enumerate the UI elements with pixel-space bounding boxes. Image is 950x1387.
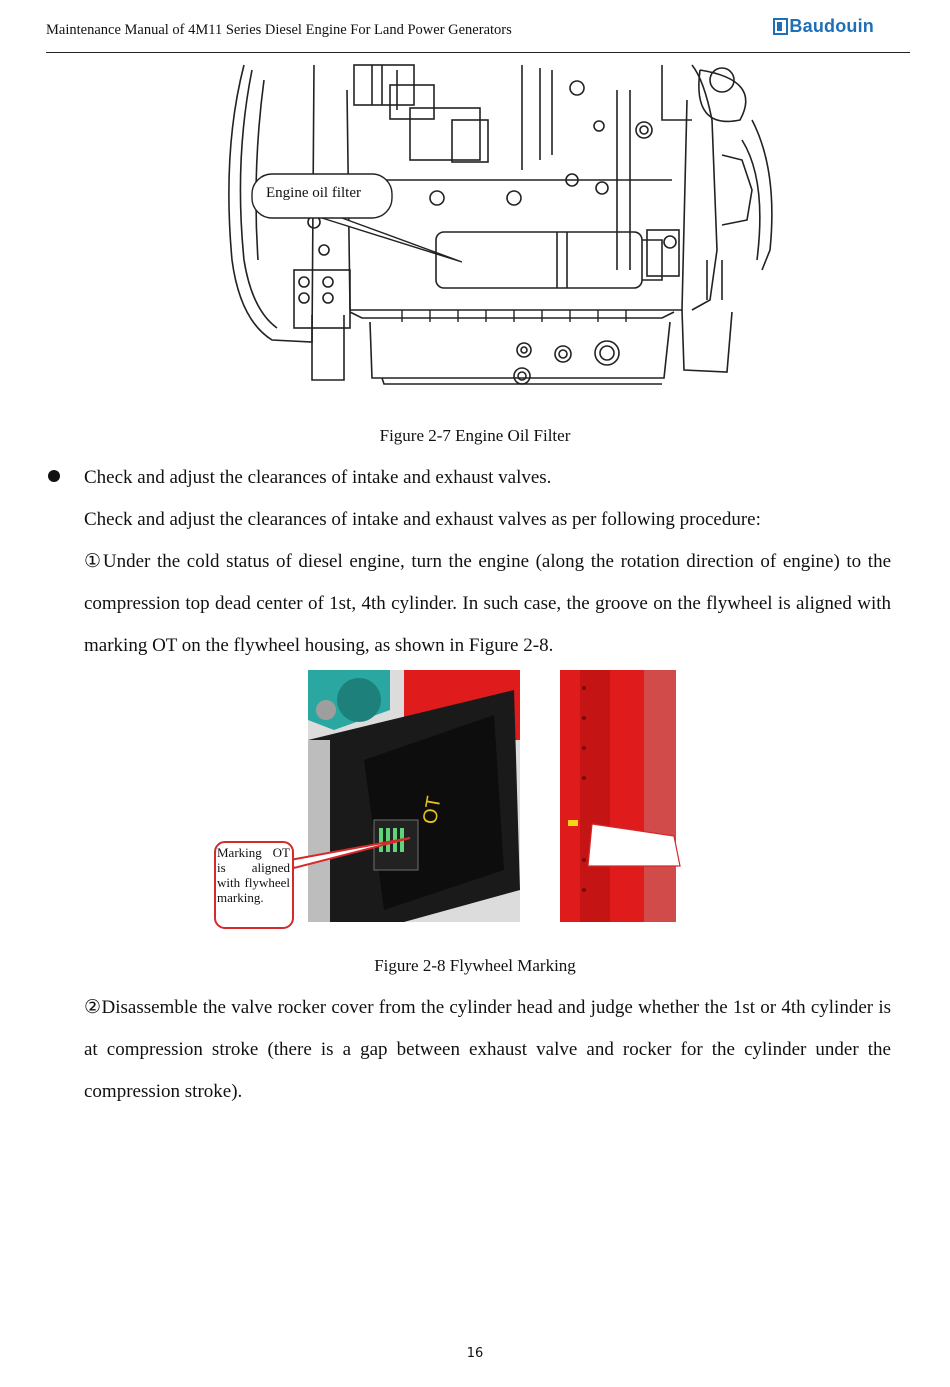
logo-text: Baudouin (789, 15, 874, 36)
page-header (46, 15, 910, 53)
bullet-text: Check and adjust the clearances of intake and exhaust valves. (84, 467, 552, 488)
step-1-text: ①Under the cold status of diesel engine, turn the engine (along the rotation direction of engine) to the compression top dead center of 1st, 4th cylinder. In such case, the groove on the flywheel is aligned with marking OT on the flywheel housing, as shown in Figure 2-8. (84, 551, 891, 656)
engine-oil-filter-figure (222, 60, 788, 390)
figure-2-8-caption: Figure 2-8 Flywheel Marking (374, 956, 576, 975)
baudouin-logo (773, 14, 874, 38)
flywheel-marking-figure (214, 670, 694, 932)
step-2-text: ②Disassemble the valve rocker cover from the cylinder head and judge whether the 1st or 4th cylinder is at compression stroke (there is a gap between exhaust valve and rocker for the cylinder under the compression stroke). (84, 997, 891, 1102)
header-title: Maintenance Manual of 4M11 Series Diesel Engine For Land Power Generators (46, 22, 512, 38)
flywheel-callout: Marking OT is aligned with flywheel marking. (217, 845, 290, 905)
procedure-intro: Check and adjust the clearances of intake and exhaust valves as per following procedure: (84, 509, 761, 530)
bullet-point (48, 470, 60, 482)
ot-marking-label: OT (419, 794, 446, 826)
page-number: 16 (466, 1346, 484, 1361)
oil-filter-callout: Engine oil filter (266, 185, 361, 201)
figure-2-7-caption: Figure 2-7 Engine Oil Filter (379, 426, 571, 445)
oil-filter-callout-pointer (222, 60, 788, 390)
logo-mark-icon (773, 17, 789, 35)
